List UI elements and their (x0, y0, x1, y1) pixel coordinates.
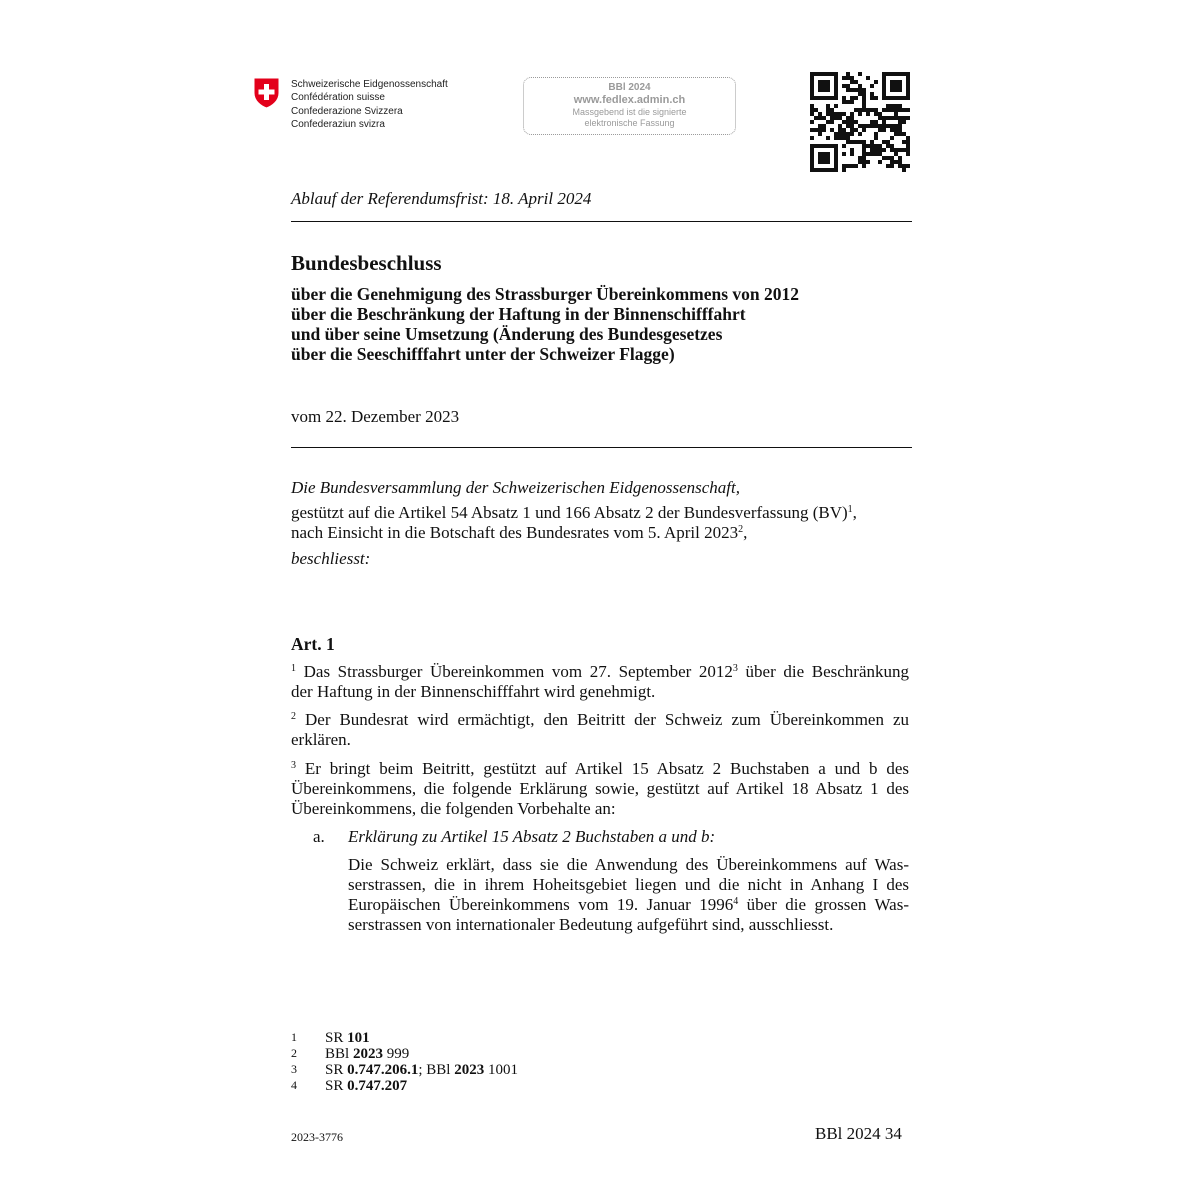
article-paragraph-1: $^1$ Das Strassburger Übereinkommen vom 27. September 2012$^3$ über die Beschränkung der Haftung in der Binnenschifffahrt wird genehmigt. (291, 662, 910, 701)
article-paragraph-3: $^3$ Er bringt beim Beitritt, gestützt auf Artikel 15 Absatz 2 Buchstaben a und b des Übereinkommens, die folgende Erklärung sowie, gestützt auf Artikel 18 Absatz 1 des Übereinkommens, die folgenden Vorbehalte an: (291, 759, 909, 818)
footnote-number: 1 (291, 1030, 297, 1044)
stamp-line-4: elektronische Fassung (584, 118, 675, 128)
stamp-line-2: www.fedlex.admin.ch (573, 94, 686, 106)
subtitle-line-3: und über seine Umsetzung (Änderung des Bundesgesetzes (291, 324, 723, 344)
footnote-text: SR 0.747.206.1; BBl 2023 1001 (325, 1062, 518, 1078)
referendum-deadline: Ablauf der Referendumsfrist: 18. April 2024 (291, 189, 592, 208)
article-paragraph-2: $^2$ Der Bundesrat wird ermächtigt, den Beitritt der Schweiz zum Übereinkommen zu erklären. (291, 710, 909, 749)
page-reference: BBl 2024 34 (815, 1124, 902, 1143)
swiss-coat-of-arms-icon (253, 77, 280, 109)
federal-name-it: Confederazione Svizzera (291, 105, 403, 117)
paragraph-number: 1 (291, 663, 296, 674)
footnote-number: 4 (291, 1078, 297, 1092)
qr-code-icon (810, 72, 910, 172)
divider-bottom (291, 447, 912, 448)
subtitle-line-4: über die Seeschifffahrt unter der Schweizer Flagge) (291, 344, 675, 364)
footnote-ref[interactable]: 4 (733, 896, 739, 907)
document-number: 2023-3776 (291, 1130, 343, 1144)
federal-name-rm: Confederaziun svizra (291, 118, 385, 130)
list-item-label: a. (313, 827, 325, 846)
footnote-text: SR 0.747.207 (325, 1078, 408, 1094)
list-item-text: Die Schweiz erklärt, dass sie die Anwendung des Übereinkommens auf Was- serstrassen, die in ihrem Hoheitsgebiet liegen und die nicht in Anhang I des Europäischen Übereinkommens vom 19. Januar 1996$^4$ über die grossen Was- serstrassen von internationaler Bedeutung aufgeführt sind, ausschliesst. (348, 855, 909, 934)
divider-top (291, 221, 912, 222)
document-date: vom 22. Dezember 2023 (291, 407, 460, 426)
footnote-number: 2 (291, 1046, 297, 1060)
footnote-text: BBl 2023 999 (325, 1046, 410, 1062)
article-heading: Art. 1 (291, 634, 335, 654)
federal-name-fr: Confédération suisse (291, 92, 385, 104)
footnote-number: 3 (291, 1062, 297, 1076)
preamble-assembly: Die Bundesversammlung der Schweizerischen Eidgenossenschaft, (291, 478, 740, 497)
preamble-basis-1: gestützt auf die Artikel 54 Absatz 1 und 166 Absatz 2 der Bundesverfassung (BV)$^1$, (291, 503, 857, 522)
stamp-line-1: BBl 2024 (608, 82, 651, 93)
footnote-ref[interactable]: 3 (732, 663, 738, 674)
federal-name-de: Schweizerische Eidgenossenschaft (291, 79, 448, 90)
footnote-ref[interactable]: 1 (847, 504, 853, 515)
preamble-resolves: beschliesst: (291, 549, 371, 568)
publication-stamp (523, 77, 736, 135)
footnote-ref[interactable]: 2 (738, 524, 744, 535)
document-title: Bundesbeschluss (291, 251, 442, 275)
stamp-line-3: Massgebend ist die signierte (572, 107, 687, 117)
document-subtitle (291, 284, 799, 364)
federal-names (291, 78, 448, 131)
footnote-text: SR 101 (325, 1030, 370, 1046)
paragraph-number: 2 (291, 711, 296, 722)
preamble-basis-2: nach Einsicht in die Botschaft des Bundesrates vom 5. April 2023$^2$, (291, 523, 748, 542)
list-item-heading: Erklärung zu Artikel 15 Absatz 2 Buchstaben a und b: (348, 827, 716, 846)
subtitle-line-1: über die Genehmigung des Strassburger Übereinkommens von 2012 (291, 284, 800, 304)
paragraph-number: 3 (291, 760, 296, 771)
subtitle-line-2: über die Beschränkung der Haftung in der Binnenschifffahrt (291, 304, 746, 324)
